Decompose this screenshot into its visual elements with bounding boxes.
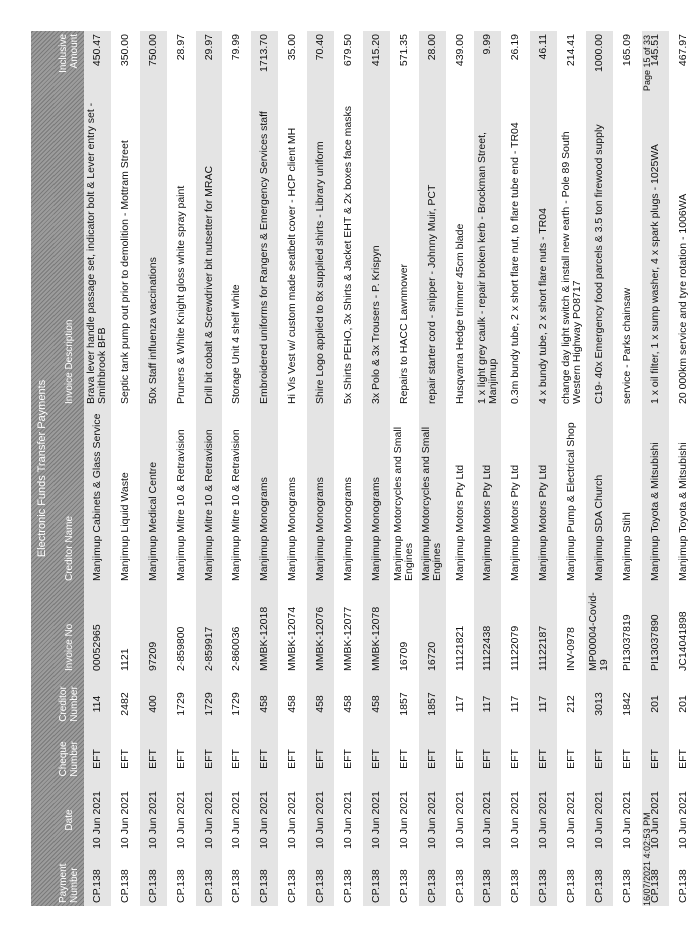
cell-invoice-description: Brava lever handle passage set, indicator bolt & Lever entry set - Smithbrook BFB [85,102,109,404]
cell-payment-number: CP.138 [620,869,633,903]
cell-invoice-no: 11122438 [481,625,494,671]
table-row [279,31,307,906]
cell-payment-number: CP.138 [341,869,354,903]
cell-inclusive-amount: 28.97 [174,34,187,61]
table-row [140,31,168,906]
cell-invoice-no: 1121 [118,648,131,671]
cell-creditor-name: Manjimup Cabinets & Glass Service [90,413,103,581]
table-row [335,31,363,906]
cell-creditor-name: Manjimup Toyota & Mitsubishi [676,442,689,581]
cell-date: 10 Jun 2021 [453,791,466,849]
cell-cheque-number: EFT [341,749,354,769]
cell-date: 10 Jun 2021 [146,791,159,849]
cell-creditor-number: 458 [258,695,271,713]
cell-creditor-number: 400 [146,695,159,713]
cell-invoice-no: JC14041898 [676,611,689,671]
table-title: Electronic Funds Transfer Payments [31,31,54,906]
cell-cheque-number: EFT [425,749,438,769]
cell-payment-number: CP.138 [258,869,271,903]
cell-cheque-number: EFT [397,749,410,769]
cell-cheque-number: EFT [620,749,633,769]
cell-creditor-number: 1857 [425,692,438,716]
cell-creditor-name: Manjimup Monograms [258,477,271,581]
cell-cheque-number: EFT [565,749,578,769]
cell-inclusive-amount: 415.20 [369,34,382,67]
table-row [502,31,530,906]
cell-cheque-number: EFT [286,749,299,769]
table-row [586,31,614,906]
table-row [223,31,251,906]
cell-creditor-name: Manjimup Pump & Electrical Shop [565,422,578,581]
cell-cheque-number: EFT [481,749,494,769]
cell-invoice-no: 97209 [146,641,159,671]
cell-inclusive-amount: 145.51 [648,34,661,67]
cell-creditor-number: 1729 [202,692,215,716]
cell-invoice-description: Septic tank pump out prior to demolition - Mottram Street [118,140,131,404]
cell-invoice-description: Hi Vis Vest w/ custom made seatbelt cover - HCP client MH [286,127,299,404]
cell-invoice-description: Shire Logo applied to 8x supplied shirts - Library uniform [314,141,327,404]
cell-inclusive-amount: 679.50 [341,34,354,67]
cell-inclusive-amount: 28.00 [425,34,438,61]
table-row [84,31,112,906]
header-invoice-no: Invoice No [63,623,75,671]
cell-date: 10 Jun 2021 [230,791,243,849]
cell-invoice-description: 1 x light grey caulk - repair broken kerb - Brockman Street, Manjimup [475,132,499,404]
cell-invoice-description: Husqvarna Hedge trimmer 45cm blade [453,223,466,404]
header-creditor-number: Creditor Number [58,686,80,722]
cell-payment-number: CP.138 [146,869,159,903]
cell-inclusive-amount: 35.00 [286,34,299,61]
cell-payment-number: CP.138 [118,869,131,903]
cell-creditor-number: 1729 [230,692,243,716]
cell-creditor-name: Manjimup Motors Pty Ltd [481,464,494,581]
cell-date: 10 Jun 2021 [425,791,438,849]
cell-creditor-name: Manjimup Motorcycles and Small Engines [420,426,444,581]
cell-creditor-number: 117 [453,695,466,713]
cell-invoice-description: 1 x oil filter, 1 x sump washer, 4 x spark plugs - 1025WA [648,144,661,404]
table-row [642,31,670,906]
cell-creditor-name: Manjimup Monograms [369,477,382,581]
cell-creditor-number: 458 [369,695,382,713]
cell-creditor-number: 458 [341,695,354,713]
table-body [84,31,698,906]
cell-date: 10 Jun 2021 [174,791,187,849]
table-row [558,31,586,906]
cell-cheque-number: EFT [592,749,605,769]
cell-creditor-number: 114 [90,695,103,713]
cell-invoice-no: INV-0978 [565,627,578,671]
header-date: Date [63,809,75,831]
cell-invoice-description: 4 x bundy tube, 2 x short flare nuts - TR04 [537,208,550,404]
cell-invoice-description: change day light switch & install new earth - Pole 89 South Western Highway PO8717 [559,131,583,404]
cell-invoice-no: 2-859917 [202,626,215,671]
cell-inclusive-amount: 571.35 [397,34,410,67]
cell-cheque-number: EFT [202,749,215,769]
cell-payment-number: CP.138 [369,869,382,903]
cell-inclusive-amount: 79.99 [230,34,243,61]
table-row [307,31,335,906]
cell-date: 10 Jun 2021 [369,791,382,849]
table-row [530,31,558,906]
cell-inclusive-amount: 29.97 [202,34,215,61]
cell-payment-number: CP.138 [90,869,103,903]
cell-creditor-number: 458 [286,695,299,713]
cell-inclusive-amount: 9.99 [481,34,494,55]
cell-inclusive-amount: 1713.70 [258,34,271,72]
cell-cheque-number: EFT [90,749,103,769]
cell-payment-number: CP.138 [230,869,243,903]
table-row [112,31,140,906]
cell-creditor-number: 212 [565,695,578,713]
cell-creditor-name: Manjimup Toyota & Mitsubishi [648,442,661,581]
cell-invoice-description: service - Parks chainsaw [620,287,633,404]
cell-cheque-number: EFT [146,749,159,769]
cell-creditor-number: 1857 [397,692,410,716]
cell-date: 10 Jun 2021 [286,791,299,849]
page-number: Page 15 of 33 [642,35,652,92]
cell-creditor-name: Manjimup Motors Pty Ltd [453,464,466,581]
cell-payment-number: CP.138 [592,869,605,903]
cell-invoice-no: 00052965 [90,624,103,671]
table-row [391,31,419,906]
cell-invoice-no: 16720 [425,641,438,671]
cell-cheque-number: EFT [369,749,382,769]
table-row [196,31,224,906]
header-payment-number: Payment Number [58,863,80,903]
print-timestamp: 16/07/2021 4:02:53 PM [642,812,652,906]
cell-invoice-no: 11122079 [509,625,522,671]
cell-cheque-number: EFT [453,749,466,769]
cell-invoice-no: MMBK-12078 [369,606,382,671]
cell-payment-number: CP.138 [286,869,299,903]
cell-invoice-no: MMBK-12077 [341,606,354,671]
cell-invoice-description: 3x Polo & 3x Trousers - P. Krispyn [369,245,382,404]
cell-invoice-description: Drill bit cobalt & Screwdriver bit nutsetter for MRAC [202,165,215,404]
cell-cheque-number: EFT [314,749,327,769]
cell-creditor-name: Manjimup Motors Pty Ltd [537,464,550,581]
cell-payment-number: CP.138 [174,869,187,903]
cell-inclusive-amount: 46.11 [537,34,550,60]
cell-payment-number: CP.138 [565,869,578,903]
table-row [251,31,279,906]
cell-inclusive-amount: 350.00 [118,34,131,67]
cell-date: 10 Jun 2021 [537,791,550,849]
cell-date: 10 Jun 2021 [397,791,410,849]
cell-creditor-name: Manjimup Stihl [620,512,633,581]
cell-creditor-number: 458 [314,695,327,713]
cell-creditor-number: 201 [648,695,661,713]
cell-payment-number: CP.138 [648,869,661,903]
cell-cheque-number: EFT [509,749,522,769]
cell-invoice-description: Storage Unit 4 shelf white [230,284,243,404]
cell-date: 10 Jun 2021 [118,791,131,849]
cell-payment-number: CP.138 [537,869,550,903]
cell-cheque-number: EFT [537,749,550,769]
cell-creditor-name: Manjimup Monograms [314,477,327,581]
cell-date: 10 Jun 2021 [90,791,103,849]
cell-creditor-number: 201 [676,695,689,713]
cell-creditor-name: Manjimup Mitre 10 & Retravision [174,429,187,581]
cell-creditor-number: 117 [509,695,522,713]
header-cheque-number: Cheque Number [58,741,80,777]
cell-invoice-no: PI13037819 [620,614,633,671]
cell-cheque-number: EFT [648,749,661,769]
cell-creditor-number: 1842 [620,692,633,716]
table-header [54,31,84,906]
cell-invoice-no: 11121821 [453,625,466,671]
cell-invoice-description: Embroidered uniforms for Rangers & Emergency Services staff [258,111,271,404]
cell-invoice-no: MMBK-12076 [314,606,327,671]
cell-payment-number: CP.138 [481,869,494,903]
cell-inclusive-amount: 214.41 [565,34,578,67]
cell-invoice-description: Repairs to HACC Lawnmower [397,263,410,404]
cell-date: 10 Jun 2021 [565,791,578,849]
cell-payment-number: CP.138 [676,869,689,903]
cell-inclusive-amount: 450.47 [90,34,103,67]
header-inclusive-amount: Inclusive Amount [58,34,80,73]
cell-cheque-number: EFT [230,749,243,769]
table-row [363,31,391,906]
cell-creditor-name: Manjimup Liquid Waste [118,472,131,581]
cell-date: 10 Jun 2021 [676,791,689,849]
cell-date: 10 Jun 2021 [620,791,633,849]
header-invoice-description: Invoice Description [63,319,75,404]
table-row [168,31,196,906]
cell-invoice-description: Pruners & White Knight gloss white spray paint [174,185,187,404]
cell-cheque-number: EFT [676,749,689,769]
table-row [670,31,698,906]
cell-creditor-name: Manjimup Mitre 10 & Retravision [202,429,215,581]
cell-creditor-name: Manjimup Monograms [286,477,299,581]
cell-date: 10 Jun 2021 [592,791,605,849]
cell-creditor-name: Manjimup Monograms [341,477,354,581]
table-row [419,31,447,906]
cell-inclusive-amount: 439.00 [453,34,466,67]
cell-creditor-number: 2482 [118,692,131,716]
cell-invoice-description: repair starter cord - snipper - Johnny Muir, PCT [425,184,438,404]
cell-creditor-name: Manjimup SDA Church [592,474,605,581]
cell-payment-number: CP.138 [397,869,410,903]
cell-invoice-no: 2-859800 [174,626,187,671]
table-row [447,31,475,906]
table-row [474,31,502,906]
cell-date: 10 Jun 2021 [648,791,661,849]
cell-inclusive-amount: 467.97 [676,34,689,67]
cell-creditor-name: Manjimup Medical Centre [146,461,159,581]
cell-date: 10 Jun 2021 [202,791,215,849]
cell-cheque-number: EFT [174,749,187,769]
cell-invoice-description: 20 000km service and tyre rotation - 1006WA [676,193,689,404]
cell-creditor-number: 3013 [592,692,605,716]
cell-creditor-number: 117 [537,695,550,713]
cell-date: 10 Jun 2021 [258,791,271,849]
cell-date: 10 Jun 2021 [481,791,494,849]
cell-creditor-number: 117 [481,695,494,713]
cell-invoice-no: MMBK-12018 [258,606,271,671]
cell-invoice-description: 5x Shirts PEHO, 3x Shirts & Jacket EHT & 2x boxes face masks [341,106,354,404]
cell-invoice-description: 50x Staff influenza vaccinations [146,257,159,404]
cell-inclusive-amount: 70.40 [314,34,327,61]
cell-cheque-number: EFT [118,749,131,769]
cell-invoice-description: C19- 40x Emergency food parcels & 3.5 ton firewood supply [592,124,605,404]
cell-invoice-description: 0.3m bundy tube, 2 x short flare nut, to flare tube end - TR04 [509,122,522,404]
header-creditor-name: Creditor Name [63,515,75,581]
cell-payment-number: CP.138 [425,869,438,903]
cell-creditor-number: 1729 [174,692,187,716]
cell-invoice-no: 2-860036 [230,626,243,671]
cell-invoice-no: 16709 [397,641,410,671]
cell-date: 10 Jun 2021 [509,791,522,849]
cell-inclusive-amount: 750.00 [146,34,159,67]
cell-payment-number: CP.138 [202,869,215,903]
cell-creditor-name: Manjimup Mitre 10 & Retravision [230,429,243,581]
table-row [614,31,642,906]
cell-invoice-no: PI13037890 [648,614,661,671]
cell-invoice-no: 11122187 [537,625,550,671]
cell-date: 10 Jun 2021 [314,791,327,849]
cell-creditor-name: Manjimup Motorcycles and Small Engines [392,426,416,581]
cell-invoice-no: MMBK-12074 [286,606,299,671]
cell-invoice-no: MP00004-Covid-19 [587,592,611,671]
cell-creditor-name: Manjimup Motors Pty Ltd [509,464,522,581]
cell-payment-number: CP.138 [314,869,327,903]
cell-inclusive-amount: 165.09 [620,34,633,67]
cell-date: 10 Jun 2021 [341,791,354,849]
cell-inclusive-amount: 26.19 [509,34,522,61]
cell-payment-number: CP.138 [453,869,466,903]
cell-cheque-number: EFT [258,749,271,769]
cell-payment-number: CP.138 [509,869,522,903]
cell-inclusive-amount: 1000.00 [592,34,605,72]
